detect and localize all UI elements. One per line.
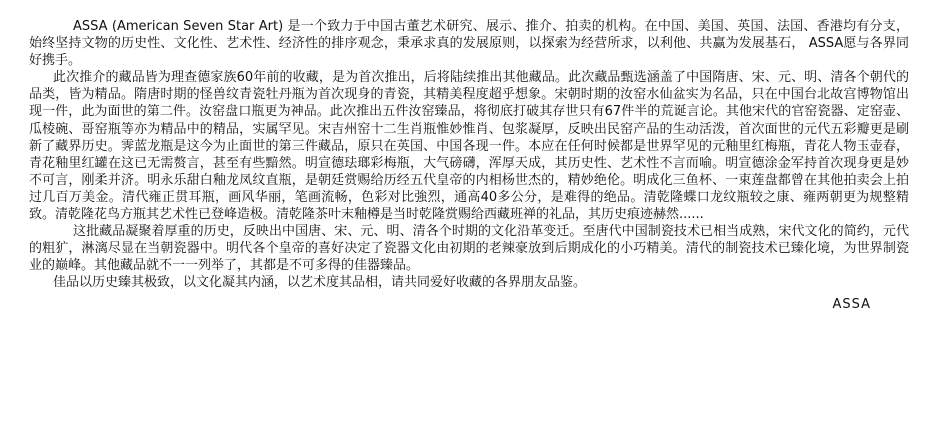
article-body <box>29 18 909 313</box>
intro-paragraph: ASSA (American Seven Star Art) 是一个致力于中国古董艺术研究、展示、推介、拍卖的机构。在中国、美国、英国、法国、香港均有分支，始终坚持文物的历史性、文化性、艺术性、经济性的排序观念，秉承求真的发展原则，以探索为经营所求，以利他、共赢为发展基石， ASSA愿与各界同好携手。 <box>29 19 909 69</box>
collection-paragraph: 此次推介的藏品皆为理查德家族60年前的收藏，是为首次推出，后将陆续推出其他藏品。此次藏品甄选涵盖了中国隋唐、宋、元、明、清各个朝代的品类，皆为精品。隋唐时期的怪兽纹青瓷牡丹瓶为首次现身的青瓷，其精美程度超乎想象。宋朝时期的汝窑水仙盆实为名品，只在中国台北故宫博物馆出现一件，此为面世的第二件。汝窑盘口瓶更为神品。此次推出五件汝窑臻品，将彻底打破其存世只有67件半的荒诞言论。其他宋代的官窑瓷器、定窑壶、瓜棱碗、哥窑瓶等亦为精品中的精品，实属罕见。宋吉州窑十二生肖瓶惟妙惟肖、包浆凝厚，反映出民窑产品的生动活泼，首次面世的元代五彩瓣更是刷新了藏界历史。霁蓝龙瓶是这今为止面世的第三件藏品，原只在英国、中国各现一件。本应在任何时候都是世界罕见的元釉里红梅瓶，青花人物玉壶春，青花釉里红罐在这已无需赘言，甚至有些黯然。明宣德珐瑯彩梅瓶，大气磅礴，浑厚天成，其历史性、艺术性不言而喻。明宣德涂金军持首次现身更是妙不可言，刚柔并济。明永乐甜白釉龙凤纹直瓶，是朝廷赏赐给历经五代皇帝的内相杨世杰的，精妙绝伦。明成化三鱼杯、一束莲盘都曾在其他拍卖会上拍过几百万美金。清代雍正贯耳瓶，画风华丽，笔画流畅，色彩对比強烈，通高40多公分，是难得的绝品。清乾隆蝶口龙纹瓶较之康、雍两朝更为规整精致。清乾隆花鸟方瓶其艺术性已登峰造极。清乾隆茶叶末釉樽是当时乾隆赏赐给西藏班禅的礼品，其历史痕迹赫然...... <box>29 70 909 223</box>
invitation-paragraph: 佳品以历史臻其极致，以文化凝其内涵，以艺术度其品相，请共同爱好收藏的各界朋友品鉴。 <box>53 275 587 291</box>
signature: ASSA <box>832 296 871 312</box>
culture-paragraph: 这批藏品凝聚着厚重的历史，反映出中国唐、宋、元、明、清各个时期的文化沿革变迁。至唐代中国制瓷技术已相当成熟，宋代文化的简约，元代的粗犷，淋漓尽显在当朝瓷器中。明代各个皇帝的喜好决定了瓷器文化由初期的老辣豪放到后期成化的小巧精美。清代的制瓷技术已臻化境，为世界制瓷业的巅峰。其他藏品就不一一列举了，其都是不可多得的佳器臻品。 <box>29 224 909 274</box>
